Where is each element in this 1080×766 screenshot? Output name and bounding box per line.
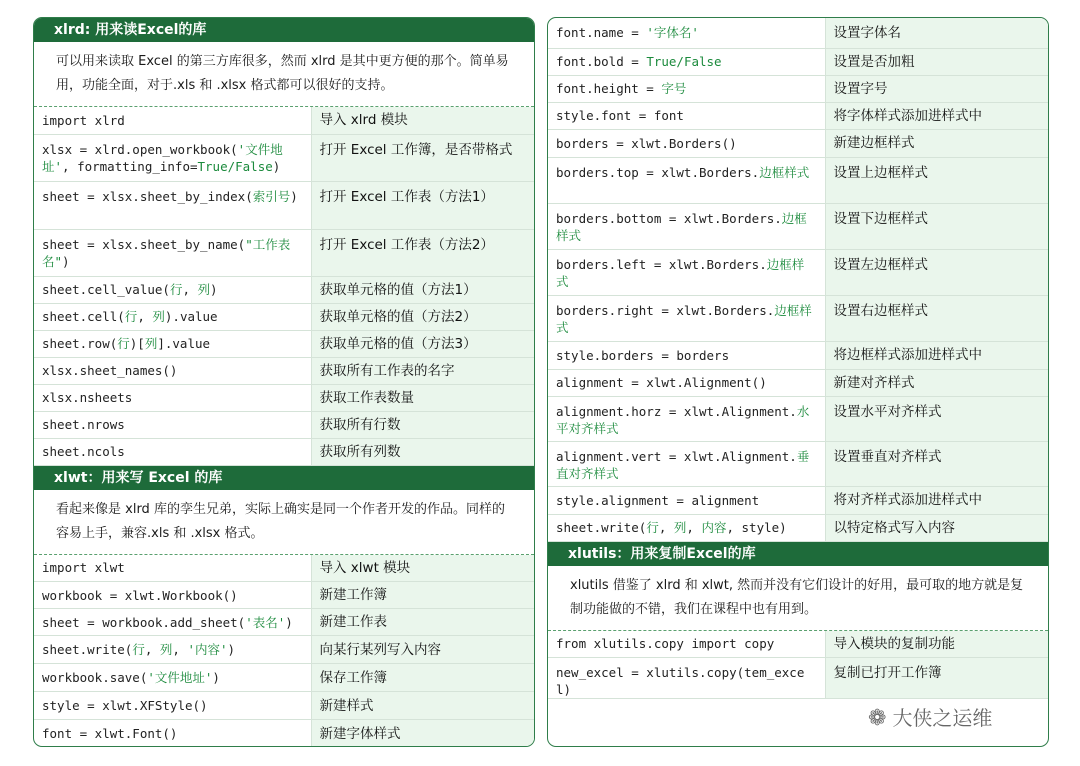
table-row [548, 75, 1048, 102]
description-cell: 设置右边框样式 [825, 295, 1048, 341]
xlwt-title: xlwt：用来写 Excel 的库 [54, 469, 223, 486]
table-row [548, 486, 1048, 514]
description-cell: 获取所有行数 [311, 411, 534, 438]
table-row [34, 636, 534, 664]
description-cell: 新建对齐样式 [825, 369, 1048, 396]
table-row [34, 330, 534, 357]
description-cell: 新建样式 [311, 692, 534, 720]
table-row [548, 658, 1048, 699]
table-row [34, 664, 534, 692]
table-row [548, 249, 1048, 295]
table-row [548, 129, 1048, 157]
code-cell: style.alignment = alignment [548, 486, 825, 514]
description-cell: 设置左边框样式 [825, 249, 1048, 295]
code-cell: sheet.ncols [34, 438, 311, 465]
xlwt-description: 看起来像是 xlrd 库的孪生兄弟，实际上确实是同一个作者开发的作品。同样的容易上手，兼容.xls 和 .xlsx 格式。 [34, 490, 534, 555]
table-row [34, 555, 534, 582]
description-cell: 将对齐样式添加进样式中 [825, 486, 1048, 514]
table-row [548, 157, 1048, 203]
description-cell: 获取单元格的值（方法1） [311, 276, 534, 303]
xlrd-description: 可以用来读取 Excel 的第三方库很多，然而 xlrd 是其中更方便的那个。简单易用，功能全面，对于.xls 和 .xlsx 格式都可以很好的支持。 [34, 42, 534, 107]
table-row [34, 303, 534, 330]
table-row [34, 384, 534, 411]
wechat-icon: ❁ [868, 706, 887, 731]
description-cell: 设置是否加粗 [825, 48, 1048, 75]
table-row [34, 609, 534, 636]
description-cell: 新建工作表 [311, 609, 534, 636]
table-row [548, 295, 1048, 341]
code-cell: sheet.write(行, 列, '内容') [34, 636, 311, 664]
description-cell: 导入 xlrd 模块 [311, 107, 534, 134]
description-cell: 将边框样式添加进样式中 [825, 341, 1048, 369]
description-cell: 设置字体名 [825, 18, 1048, 48]
code-cell: sheet = workbook.add_sheet('表名') [34, 609, 311, 636]
description-cell: 导入模块的复制功能 [825, 631, 1048, 658]
code-cell: borders = xlwt.Borders() [548, 129, 825, 157]
table-row [34, 357, 534, 384]
table-row [548, 102, 1048, 129]
description-cell: 获取单元格的值（方法2） [311, 303, 534, 330]
code-cell: alignment.vert = xlwt.Alignment.垂直对齐样式 [548, 441, 825, 486]
description-cell: 向某行某列写入内容 [311, 636, 534, 664]
xlwt-style-table [548, 18, 1048, 542]
code-cell: font.height = 字号 [548, 75, 825, 102]
table-row [34, 181, 534, 229]
xlrd-header [34, 18, 534, 42]
description-cell: 打开 Excel 工作表（方法2） [311, 229, 534, 276]
description-cell: 设置上边框样式 [825, 157, 1048, 203]
table-row [548, 441, 1048, 486]
xlrd-title: xlrd: 用来读Excel的库 [54, 22, 207, 38]
description-cell: 设置字号 [825, 75, 1048, 102]
code-cell: sheet.cell(行, 列).value [34, 303, 311, 330]
code-cell: font = xlwt.Font() [34, 720, 311, 748]
xlwt-header [34, 466, 534, 490]
table-row [34, 276, 534, 303]
code-cell: style = xlwt.XFStyle() [34, 692, 311, 720]
table-row [548, 18, 1048, 48]
code-cell: sheet = xlsx.sheet_by_index(索引号) [34, 181, 311, 229]
description-cell: 新建字体样式 [311, 720, 534, 748]
code-cell: borders.top = xlwt.Borders.边框样式 [548, 157, 825, 203]
code-cell: import xlwt [34, 555, 311, 582]
code-cell: sheet.cell_value(行, 列) [34, 276, 311, 303]
xlutils-table [548, 631, 1048, 700]
description-cell: 获取所有列数 [311, 438, 534, 465]
code-cell: font.name = '字体名' [548, 18, 825, 48]
description-cell: 新建边框样式 [825, 129, 1048, 157]
table-row [34, 107, 534, 134]
description-cell: 获取所有工作表的名字 [311, 357, 534, 384]
code-cell: alignment.horz = xlwt.Alignment.水平对齐样式 [548, 396, 825, 441]
code-cell: from xlutils.copy import copy [548, 631, 825, 658]
description-cell: 保存工作簿 [311, 664, 534, 692]
code-cell: xlsx = xlrd.open_workbook('文件地址', formatting_info=True/False) [34, 134, 311, 181]
watermark [868, 702, 992, 731]
description-cell: 打开 Excel 工作簿，是否带格式 [311, 134, 534, 181]
code-cell: sheet.nrows [34, 411, 311, 438]
code-cell: sheet.write(行, 列, 内容, style) [548, 514, 825, 541]
code-cell: style.font = font [548, 102, 825, 129]
code-cell: import xlrd [34, 107, 311, 134]
code-cell: font.bold = True/False [548, 48, 825, 75]
code-cell: xlsx.sheet_names() [34, 357, 311, 384]
table-row [548, 396, 1048, 441]
left-panel [33, 17, 535, 747]
table-row [548, 514, 1048, 541]
xlwt-table [34, 555, 534, 748]
code-cell: workbook = xlwt.Workbook() [34, 582, 311, 609]
description-cell: 设置水平对齐样式 [825, 396, 1048, 441]
table-row [34, 720, 534, 748]
description-cell: 设置垂直对齐样式 [825, 441, 1048, 486]
table-row [34, 582, 534, 609]
description-cell: 获取单元格的值（方法3） [311, 330, 534, 357]
description-cell: 打开 Excel 工作表（方法1） [311, 181, 534, 229]
description-cell: 获取工作表数量 [311, 384, 534, 411]
table-row [34, 134, 534, 181]
code-cell: sheet = xlsx.sheet_by_name("工作表名") [34, 229, 311, 276]
table-row [34, 411, 534, 438]
description-cell: 将字体样式添加进样式中 [825, 102, 1048, 129]
code-cell: new_excel = xlutils.copy(tem_excel) [548, 658, 825, 699]
code-cell: style.borders = borders [548, 341, 825, 369]
table-row [34, 438, 534, 465]
xlrd-table [34, 107, 534, 466]
table-row [548, 203, 1048, 249]
xlutils-description: xlutils 借鉴了 xlrd 和 xlwt, 然而并没有它们设计的好用，最可取的地方就是复制功能做的不错，我们在课程中也有用到。 [548, 566, 1048, 631]
description-cell: 复制已打开工作簿 [825, 658, 1048, 699]
right-panel [547, 17, 1049, 747]
table-row [548, 369, 1048, 396]
table-row [548, 48, 1048, 75]
xlutils-header [548, 542, 1048, 566]
table-row [34, 692, 534, 720]
code-cell: xlsx.nsheets [34, 384, 311, 411]
code-cell: alignment = xlwt.Alignment() [548, 369, 825, 396]
code-cell: borders.bottom = xlwt.Borders.边框样式 [548, 203, 825, 249]
code-cell: workbook.save('文件地址') [34, 664, 311, 692]
description-cell: 设置下边框样式 [825, 203, 1048, 249]
table-row [548, 341, 1048, 369]
description-cell: 以特定格式写入内容 [825, 514, 1048, 541]
table-row [548, 631, 1048, 658]
code-cell: borders.right = xlwt.Borders.边框样式 [548, 295, 825, 341]
code-cell: borders.left = xlwt.Borders.边框样式 [548, 249, 825, 295]
xlutils-title: xlutils：用来复制Excel的库 [568, 545, 756, 562]
table-row [34, 229, 534, 276]
description-cell: 新建工作簿 [311, 582, 534, 609]
description-cell: 导入 xlwt 模块 [311, 555, 534, 582]
code-cell: sheet.row(行)[列].value [34, 330, 311, 357]
watermark-text: 大侠之运维 [892, 706, 993, 730]
